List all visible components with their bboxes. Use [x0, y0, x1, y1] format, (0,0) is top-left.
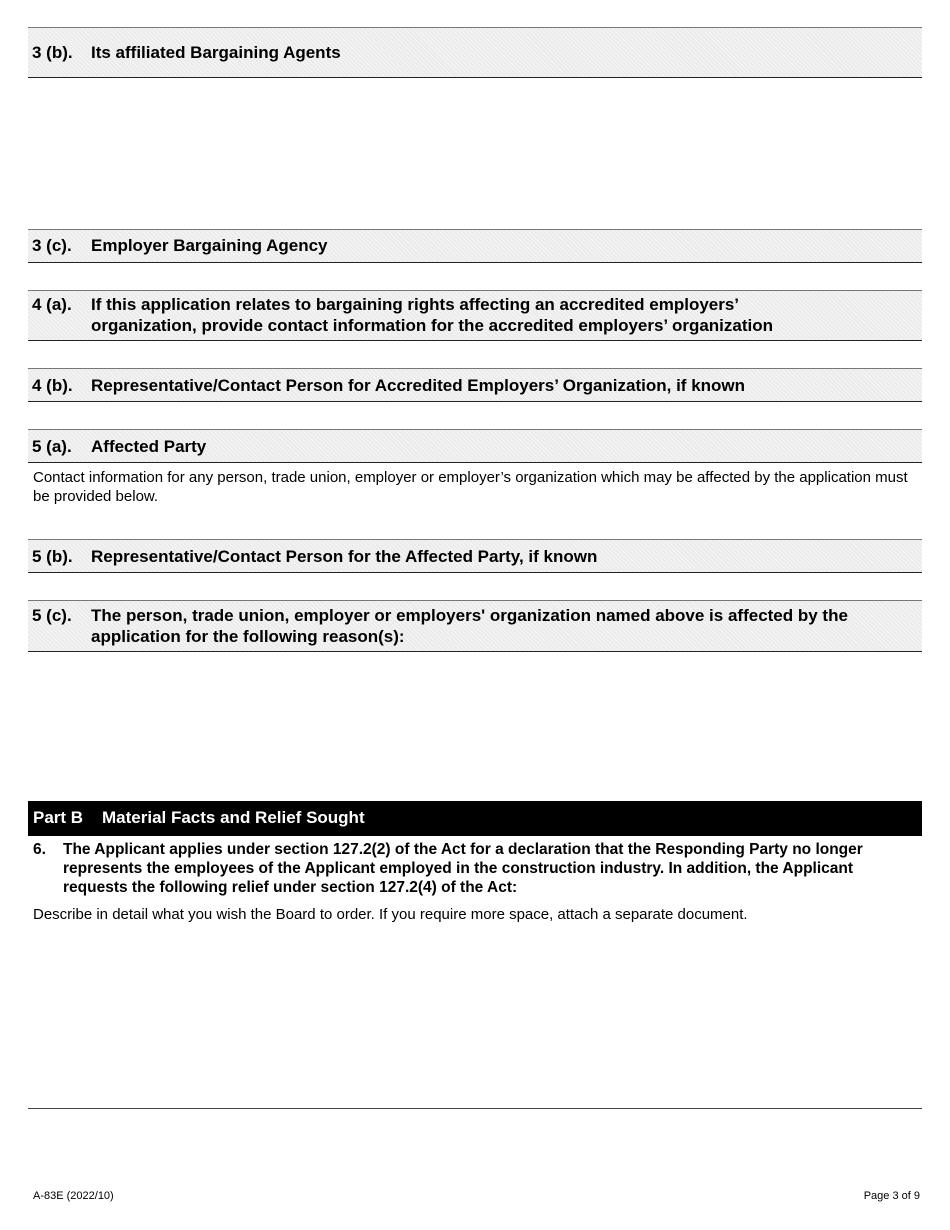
- section-number: 5 (b).: [32, 547, 73, 566]
- section-title: Its affiliated Bargaining Agents: [91, 43, 341, 62]
- section-5a-header: [28, 429, 922, 463]
- section-title: Affected Party: [91, 437, 207, 456]
- section-number: 3 (b).: [32, 43, 73, 62]
- part-b-label: Part B: [33, 808, 84, 827]
- question-text: The Applicant applies under section 127.2(2) of the Act for a declaration that the Responding Party no longer represents the employees of the Applicant employed in the construction industry. In addition, the Applicant requests the following relief under section 127.2(4) of the Act:: [63, 841, 863, 896]
- question-6: [33, 840, 893, 897]
- question-number: 6.: [33, 841, 46, 858]
- section-3c-header: [28, 229, 922, 263]
- section-title: Employer Bargaining Agency: [91, 236, 328, 255]
- form-code: A-83E (2022/10): [33, 1190, 114, 1202]
- section-number: 5 (a).: [32, 437, 72, 456]
- section-4b-header: [28, 368, 922, 402]
- section-5b-header: [28, 539, 922, 573]
- section-title: The person, trade union, employer or employers' organization named above is affected by the application for the following reason(s):: [91, 606, 848, 646]
- section-number: 4 (a).: [32, 295, 72, 314]
- section-number: 3 (c).: [32, 236, 72, 255]
- section-4a-header: [28, 290, 922, 341]
- section-title: Representative/Contact Person for the Affected Party, if known: [91, 547, 598, 566]
- section-5c-header: [28, 600, 922, 652]
- part-b-title: Material Facts and Relief Sought: [102, 808, 365, 827]
- question-6-instruction: Describe in detail what you wish the Board to order. If you require more space, attach a separate document.: [33, 906, 748, 923]
- section-number: 5 (c).: [32, 606, 72, 625]
- part-b-header: [28, 801, 922, 836]
- page-number: Page 3 of 9: [863, 1190, 920, 1202]
- affected-party-note: Contact information for any person, trade union, employer or employer’s organization which may be affected by the application must be provided below.: [33, 469, 908, 505]
- section-number: 4 (b).: [32, 376, 73, 395]
- section-title: If this application relates to bargaining rights affecting an accredited employers’ organization, provide contact information for the accredited employers’ organization: [91, 295, 773, 335]
- divider: [28, 1108, 922, 1109]
- section-title: Representative/Contact Person for Accredited Employers’ Organization, if known: [91, 376, 746, 395]
- section-3b-header: [28, 27, 922, 78]
